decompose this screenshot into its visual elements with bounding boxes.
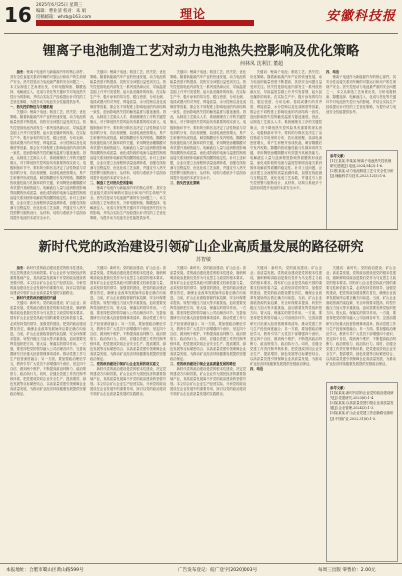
article2-references: [326, 382, 398, 562]
article2-body-3b: 新时代党的政治建设是党的根本性建设，决定党的建设方向和效果。矿山企业作为国民经济的重要基础产业，其高质量发展离不开党的政治建设的坚强引领。本文结合矿山企业生产经营实际，分析党的政治建设在企业发展中的重要作用，探讨以党的政治建设引领矿山企业高质量发展的实践路径。: [170, 366, 246, 397]
article1-abstract: 锂离子电池作为新能源汽车的核心部件，其安全性直接关系到车辆的可靠运行和用户的生命财产安全。热失控是动力电池最严重的安全问题之一，本文从制造工艺角度出发，分析电极制备、隔膜选择、电解液注入、化成与老化等关键环节对电池热失控行为的影响，并结合实际生产经验提出针对性的工艺优化策略，为提升动力电池安全性能提供参考。: [10, 70, 86, 105]
article2-col-1: [10, 266, 86, 560]
article2-abstract-label: 摘要：: [16, 266, 27, 270]
article2-subhead-1: 一、新时代党的政治建设的内涵: [10, 296, 57, 301]
article2-col-4: [250, 266, 322, 560]
article1-col-1: [10, 70, 86, 225]
editor-line: 编辑：曹业清 校对：朱 娟: [36, 9, 86, 14]
article1-subhead-3: 三、热失控优化策略: [170, 181, 200, 186]
article1-subhead-1: 一、热失控的特征与关键机理: [10, 105, 53, 110]
article1-subhead-4: 四、结语: [326, 70, 340, 74]
page-number: 16: [4, 3, 32, 27]
newspaper-masthead: 安徽科技报: [325, 9, 396, 24]
article2-body-3: 关键词：新时代；党的政治建设；矿山企业；高质量发展。党的政治建设是党的根本性建设，旗帜鲜明讲政治是我们党作为马克思主义政党的根本要求。国有矿山企业是党执政兴国的重要支柱和依靠力量，必须坚持党的领导、加强党的建设，把党的政治建设摆在首位，确保企业改革发展始终沿着正确方向前进。当前，矿山企业面临资源约束趋紧、安全环保要求提高、转型升级压力加大等多重挑战，迫切需要发挥党组织把方向、管大局、保落实的领导作用。一方面，要坚持把党的领导融入公司治理各环节，完善前置研究讨论重大经营管理事项清单，推动党建工作与生产经营深度融合；另一方面，要加强政治理论学习，教育引导广大党员干部增强四个意识、坚定四个自信、做到两个维护，不断提高政治判断力、政治领悟力、政治执行力。同时，应健全党建工作责任制考核体系，把党建成效同企业安全生产、提质增效、绿色发展等目标紧密结合，以高质量党建引领保障企业高质量发展，为推动矿业经济持续健康发展提供坚强政治保证。: [170, 266, 246, 361]
article1-title: 锂离子电池制造工艺对动力电池热失控影响及优化策略: [42, 44, 360, 59]
article2-body-2: 关键词：新时代；党的政治建设；矿山企业；高质量发展。党的政治建设是党的根本性建设，旗帜鲜明讲政治是我们党作为马克思主义政党的根本要求。国有矿山企业是党执政兴国的重要支柱和依靠力量，必须坚持党的领导、加强党的建设，把党的政治建设摆在首位，确保企业改革发展始终沿着正确方向前进。当前，矿山企业面临资源约束趋紧、安全环保要求提高、转型升级压力加大等多重挑战，迫切需要发挥党组织把方向、管大局、保落实的领导作用。一方面，要坚持把党的领导融入公司治理各环节，完善前置研究讨论重大经营管理事项清单，推动党建工作与生产经营深度融合；另一方面，要加强政治理论学习，教育引导广大党员干部增强四个意识、坚定四个自信、做到两个维护，不断提高政治判断力、政治领悟力、政治执行力。同时，应健全党建工作责任制考核体系，把党建成效同企业安全生产、提质增效、绿色发展等目标紧密结合，以高质量党建引领保障企业高质量发展，为推动矿业经济持续健康发展提供坚强政治保证。: [90, 266, 166, 361]
refs2-item: [1]某某某.新时代国有企业党的政治建设研究[J].党建研究,2023(6):1-4.: [330, 391, 394, 401]
article1-byline: 何林凤 沈利江 董超: [240, 61, 284, 67]
article-divider: [4, 229, 398, 230]
article2-body-1: 关键词：新时代；党的政治建设；矿山企业；高质量发展。党的政治建设是党的根本性建设，旗帜鲜明讲政治是我们党作为马克思主义政党的根本要求。国有矿山企业是党执政兴国的重要支柱和依靠力量，必须坚持党的领导、加强党的建设，把党的政治建设摆在首位，确保企业改革发展始终沿着正确方向前进。当前，矿山企业面临资源约束趋紧、安全环保要求提高、转型升级压力加大等多重挑战，迫切需要发挥党组织把方向、管大局、保落实的领导作用。一方面，要坚持把党的领导融入公司治理各环节，完善前置研究讨论重大经营管理事项清单，推动党建工作与生产经营深度融合；另一方面，要加强政治理论学习，教育引导广大党员干部增强四个意识、坚定四个自信、做到两个维护，不断提高政治判断力、政治领悟力、政治执行力。同时，应健全党建工作责任制考核体系，把党建成效同企业安全生产、提质增效、绿色发展等目标紧密结合，以高质量党建引领保障企业高质量发展，为推动矿业经济持续健康发展提供坚强政治保证。: [10, 301, 86, 397]
header-rule: [4, 33, 398, 34]
article1-col-5: [326, 70, 396, 150]
article1-col-2: [90, 70, 166, 225]
article2-title: 新时代党的政治建设引领矿山企业高质量发展的路径研究: [38, 240, 364, 255]
article1-references: [326, 150, 398, 230]
article2-subhead-4: 四、结语: [250, 366, 264, 371]
article1-body-3: 关键词：锂离子电池；制造工艺；热失控；优化策略。随着新能源汽车产业的快速发展，动力电池的能量密度不断提高，其热安全问题日益受到关注。热失控是指电池内部发生一系列放热副反应，导致温度急剧上升并引发冒烟、起火甚至爆炸的现象。在实际生产中，极片涂布的均匀性、辊压密度、分切毛刺、卷绕或叠片的对齐度、焊接质量、水分控制以及化成制度等因素，都会在不同程度上影响电池的内部结构一致性，进而影响热失控的触发温度与蔓延速度。因此，从制造工艺源头入手，系统梳理各工序的关键控制点，对于降低热失控风险具有重要的现实意义。电极制备环节中，浆料的分散状态决定了活性物质与导电剂的分布，若出现团聚，局部电流密度增大，易产生析锂并形成枝晶，刺穿隔膜后引发内短路。隔膜的热收缩性能与孔隙率同样关键，采用陶瓷涂覆隔膜可有效提升其耐热能力。电解液注入量与浸润程度影响界面膜的形成质量，而化成阶段的电流与温度控制则直接关系到固体电解质界面膜的稳定性。针对上述问题，企业应建立全流程的质量追溯体系，加强在线检测与过程监控，优化化成工艺参数，并通过引入热失控预警与阻断设计，从材料、结构与系统多个层面协同提升电池的本质安全水平。: [170, 70, 246, 180]
article2-col-3: [170, 266, 246, 560]
article2-body-4: 关键词：新时代；党的政治建设；矿山企业；高质量发展。党的政治建设是党的根本性建设，旗帜鲜明讲政治是我们党作为马克思主义政党的根本要求。国有矿山企业是党执政兴国的重要支柱和依靠力量，必须坚持党的领导、加强党的建设，把党的政治建设摆在首位，确保企业改革发展始终沿着正确方向前进。当前，矿山企业面临资源约束趋紧、安全环保要求提高、转型升级压力加大等多重挑战，迫切需要发挥党组织把方向、管大局、保落实的领导作用。一方面，要坚持把党的领导融入公司治理各环节，完善前置研究讨论重大经营管理事项清单，推动党建工作与生产经营深度融合；另一方面，要加强政治理论学习，教育引导广大党员干部增强四个意识、坚定四个自信、做到两个维护，不断提高政治判断力、政治领悟力、政治执行力。同时，应健全党建工作责任制考核体系，把党建成效同企业安全生产、提质增效、绿色发展等目标紧密结合，以高质量党建引领保障企业高质量发展，为推动矿业经济持续健康发展提供坚强政治保证。: [250, 266, 322, 366]
footer-address: 本报地址：合肥市蜀山区黄山路599号: [6, 568, 84, 573]
article2-body-2b: 新时代党的政治建设是党的根本性建设，决定党的建设方向和效果。矿山企业作为国民经济的重要基础产业，其高质量发展离不开党的政治建设的坚强引领。本文结合矿山企业生产经营实际，分析党的政治建设在企业发展中的重要作用，探讨以党的政治建设引领矿山企业高质量发展的实践路径。: [90, 366, 166, 397]
footer-price: 每周三出版 零售价：2.00元: [318, 568, 376, 573]
refs1-item: [1]王某某,李某某.锂离子电池热失控机理研究进展[J].电池,2024,54(2):1-6.: [330, 159, 392, 169]
article2-subhead-3: 三、党的政治建设引领企业高质量发展的路径: [170, 361, 236, 366]
article2-body-5: 关键词：新时代；党的政治建设；矿山企业；高质量发展。党的政治建设是党的根本性建设，旗帜鲜明讲政治是我们党作为马克思主义政党的根本要求。国有矿山企业是党执政兴国的重要支柱和依靠力量，必须坚持党的领导、加强党的建设，把党的政治建设摆在首位，确保企业改革发展始终沿着正确方向前进。当前，矿山企业面临资源约束趋紧、安全环保要求提高、转型升级压力加大等多重挑战，迫切需要发挥党组织把方向、管大局、保落实的领导作用。一方面，要坚持把党的领导融入公司治理各环节，完善前置研究讨论重大经营管理事项清单，推动党建工作与生产经营深度融合；另一方面，要加强政治理论学习，教育引导广大党员干部增强四个意识、坚定四个自信、做到两个维护，不断提高政治判断力、政治领悟力、政治执行力。同时，应健全党建工作责任制考核体系，把党建成效同企业安全生产、提质增效、绿色发展等目标紧密结合，以高质量党建引领保障企业高质量发展，为推动矿业经济持续健康发展提供坚强政治保证。: [326, 266, 396, 366]
page-footer: [0, 563, 402, 576]
email-line: 投稿邮箱：whrb@163.com: [36, 15, 92, 20]
article1-body-2b: 锂离子电池作为新能源汽车的核心部件，其安全性直接关系到车辆的可靠运行和用户的生命财产安全。热失控是动力电池最严重的安全问题之一，本文从制造工艺角度出发，分析电极制备、隔膜选择、电解液注入、化成与老化等关键环节对电池热失控行为的影响，并结合实际生产经验提出针对性的工艺优化策略，为提升动力电池安全性能提供参考。: [90, 186, 166, 221]
page-header: [0, 0, 402, 32]
issue-date: 2025年6月25日 星期三: [36, 3, 83, 8]
refs1-title: 参考文献：: [330, 154, 347, 158]
article2-col-5: [326, 266, 396, 378]
article1-body-1: 关键词：锂离子电池；制造工艺；热失控；优化策略。随着新能源汽车产业的快速发展，动力电池的能量密度不断提高，其热安全问题日益受到关注。热失控是指电池内部发生一系列放热副反应，导致温度急剧上升并引发冒烟、起火甚至爆炸的现象。在实际生产中，极片涂布的均匀性、辊压密度、分切毛刺、卷绕或叠片的对齐度、焊接质量、水分控制以及化成制度等因素，都会在不同程度上影响电池的内部结构一致性，进而影响热失控的触发温度与蔓延速度。因此，从制造工艺源头入手，系统梳理各工序的关键控制点，对于降低热失控风险具有重要的现实意义。电极制备环节中，浆料的分散状态决定了活性物质与导电剂的分布，若出现团聚，局部电流密度增大，易产生析锂并形成枝晶，刺穿隔膜后引发内短路。隔膜的热收缩性能与孔隙率同样关键，采用陶瓷涂覆隔膜可有效提升其耐热能力。电解液注入量与浸润程度影响界面膜的形成质量，而化成阶段的电流与温度控制则直接关系到固体电解质界面膜的稳定性。针对上述问题，企业应建立全流程的质量追溯体系，加强在线检测与过程监控，优化化成工艺参数，并通过引入热失控预警与阻断设计，从材料、结构与系统多个层面协同提升电池的本质安全水平。: [10, 110, 86, 221]
refs2-item: [3]某某某.矿山企业党建工作创新路径探析[J].中国矿业,2022,31(8):1-5.: [330, 411, 394, 421]
article1-subhead-2: 二、制造工艺对热失控的影响: [90, 181, 133, 186]
refs1-item: [2]张某某.动力电池制造工艺与安全性分析[J].储能科学与技术,2023,12(5):1-8.: [330, 169, 394, 179]
article2-subhead-2: 二、党的政治建设引领矿山企业发展的现实意义: [90, 361, 160, 366]
article2-byline: 苏智敏: [196, 257, 212, 263]
article1-body-4: 关键词：锂离子电池；制造工艺；热失控；优化策略。随着新能源汽车产业的快速发展，动力电池的能量密度不断提高，其热安全问题日益受到关注。热失控是指电池内部发生一系列放热副反应，导致温度急剧上升并引发冒烟、起火甚至爆炸的现象。在实际生产中，极片涂布的均匀性、辊压密度、分切毛刺、卷绕或叠片的对齐度、焊接质量、水分控制以及化成制度等因素，都会在不同程度上影响电池的内部结构一致性，进而影响热失控的触发温度与蔓延速度。因此，从制造工艺源头入手，系统梳理各工序的关键控制点，对于降低热失控风险具有重要的现实意义。电极制备环节中，浆料的分散状态决定了活性物质与导电剂的分布，若出现团聚，局部电流密度增大，易产生析锂并形成枝晶，刺穿隔膜后引发内短路。隔膜的热收缩性能与孔隙率同样关键，采用陶瓷涂覆隔膜可有效提升其耐热能力。电解液注入量与浸润程度影响界面膜的形成质量，而化成阶段的电流与温度控制则直接关系到固体电解质界面膜的稳定性。针对上述问题，企业应建立全流程的质量追溯体系，加强在线检测与过程监控，优化化成工艺参数，并通过引入热失控预警与阻断设计，从材料、结构与系统多个层面协同提升电池的本质安全水平。: [250, 70, 322, 191]
header-red-bar: [36, 20, 254, 26]
article2-col-2: [90, 266, 166, 560]
refs2-title: 参考文献：: [330, 386, 347, 390]
article1-col-3: [170, 70, 246, 225]
issue-meta: [36, 3, 91, 21]
article1-abstract-label: 摘要：: [16, 70, 27, 74]
footer-ad-license: 广告发布登记：皖广登字[2020]003号: [178, 568, 258, 573]
article2-abstract: 新时代党的政治建设是党的根本性建设，决定党的建设方向和效果。矿山企业作为国民经济的重要基础产业，其高质量发展离不开党的政治建设的坚强引领。本文结合矿山企业生产经营实际，分析党的政治建设在企业发展中的重要作用，探讨以党的政治建设引领矿山企业高质量发展的实践路径。: [10, 266, 86, 296]
article1-col-4: [250, 70, 322, 225]
refs2-item: [2]某某某.以高质量党建引领企业高质量发展[J].企业管理,2024(3):1-3.: [330, 401, 394, 411]
article1-body-5: 锂离子电池作为新能源汽车的核心部件，其安全性直接关系到车辆的可靠运行和用户的生命财产安全。热失控是动力电池最严重的安全问题之一，本文从制造工艺角度出发，分析电极制备、隔膜选择、电解液注入、化成与老化等关键环节对电池热失控行为的影响，并结合实际生产经验提出针对性的工艺优化策略，为提升动力电池安全性能提供参考。: [326, 75, 396, 115]
section-title: 理论: [180, 7, 207, 21]
article1-body-2: 关键词：锂离子电池；制造工艺；热失控；优化策略。随着新能源汽车产业的快速发展，动力电池的能量密度不断提高，其热安全问题日益受到关注。热失控是指电池内部发生一系列放热副反应，导致温度急剧上升并引发冒烟、起火甚至爆炸的现象。在实际生产中，极片涂布的均匀性、辊压密度、分切毛刺、卷绕或叠片的对齐度、焊接质量、水分控制以及化成制度等因素，都会在不同程度上影响电池的内部结构一致性，进而影响热失控的触发温度与蔓延速度。因此，从制造工艺源头入手，系统梳理各工序的关键控制点，对于降低热失控风险具有重要的现实意义。电极制备环节中，浆料的分散状态决定了活性物质与导电剂的分布，若出现团聚，局部电流密度增大，易产生析锂并形成枝晶，刺穿隔膜后引发内短路。隔膜的热收缩性能与孔隙率同样关键，采用陶瓷涂覆隔膜可有效提升其耐热能力。电解液注入量与浸润程度影响界面膜的形成质量，而化成阶段的电流与温度控制则直接关系到固体电解质界面膜的稳定性。针对上述问题，企业应建立全流程的质量追溯体系，加强在线检测与过程监控，优化化成工艺参数，并通过引入热失控预警与阻断设计，从材料、结构与系统多个层面协同提升电池的本质安全水平。: [90, 70, 166, 180]
